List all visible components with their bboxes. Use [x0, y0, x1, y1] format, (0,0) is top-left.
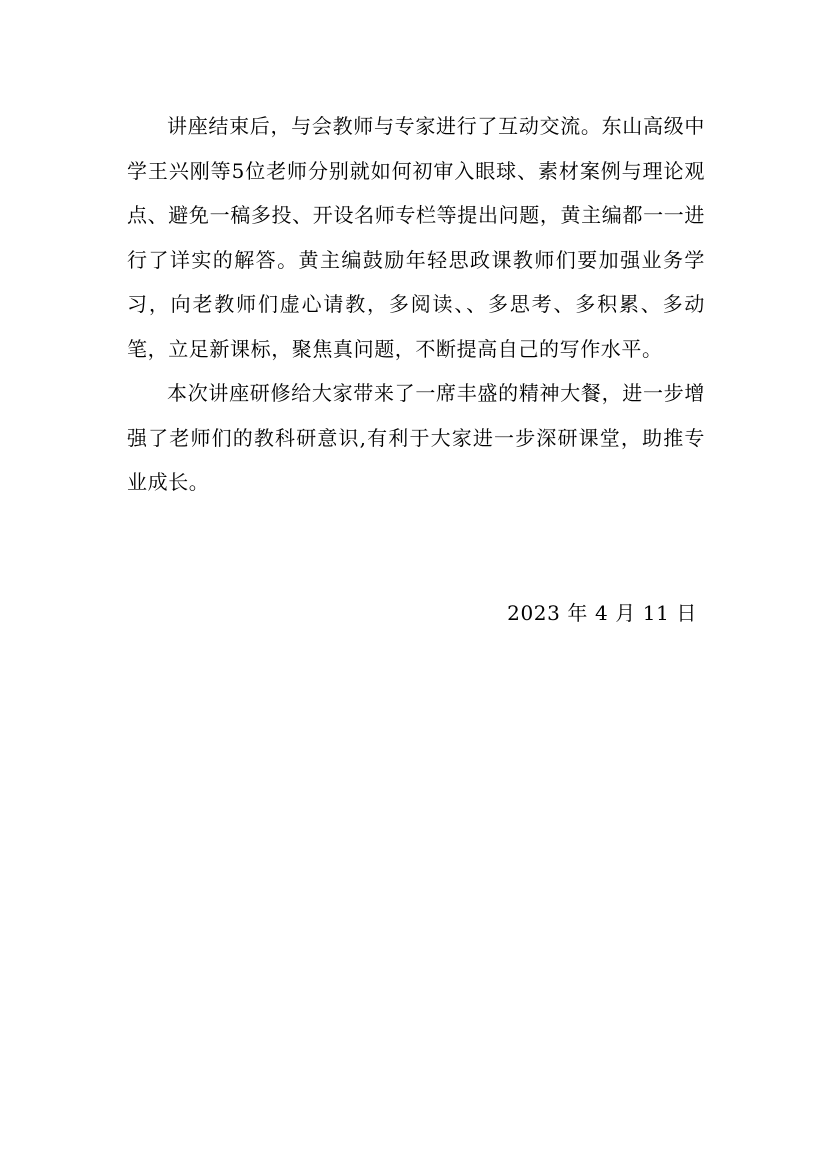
document-date: 2023 年 4 月 11 日: [507, 601, 697, 625]
paragraph-interaction: 讲座结束后，与会教师与专家进行了互动交流。东山高级中学王兴刚等5位老师分别就如何初审入眼球、素材案例与理论观点、避免一稿多投、开设名师专栏等提出问题，黄主编都一一进行了详实的解答。黄主编鼓励年轻思政课教师们要加强业务学习，向老教师们虚心请教，多阅读、、多思考、多积累、多动笔，立足新课标，聚焦真问题，不断提高自己的写作水平。: [127, 114, 705, 361]
paragraph-summary: 本次讲座研修给大家带来了一席丰盛的精神大餐，进一步增强了老师们的教科研意识,有利于大家进一步深研课堂，助推专业成长。: [127, 381, 705, 494]
document-body: [127, 104, 705, 505]
